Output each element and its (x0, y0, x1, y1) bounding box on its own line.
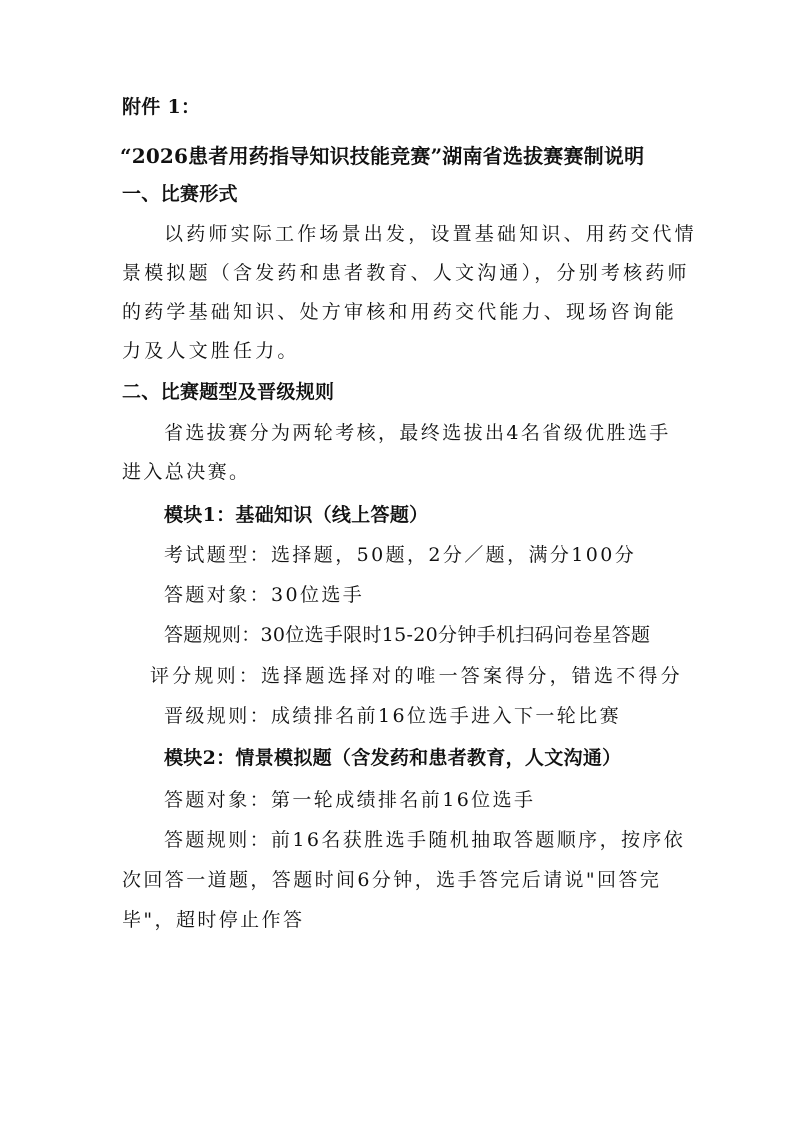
section2-intro-line: 进入总决赛。 (122, 461, 251, 483)
section2-heading: 二、比赛题型及晋级规则 (122, 381, 335, 403)
module2-item: 答题对象：第一轮成绩排名前16位选手 (164, 789, 536, 811)
module2-rule-line: 答题规则：前16名获胜选手随机抽取答题顺序，按序依 (164, 829, 686, 851)
attachment-label: 附件 1： (122, 96, 201, 118)
section1-paragraph-line: 景模拟题（含发药和患者教育、人文沟通），分别考核药师 (122, 262, 690, 284)
document-title: “2026患者用药指导知识技能竞赛”湖南省选拔赛赛制说明 (120, 144, 645, 168)
module2-rule-line: 毕"，超时停止作答 (122, 909, 305, 931)
module2-heading: 模块2：情景模拟题（含发药和患者教育，人文沟通） (164, 747, 622, 769)
module1-item: 答题对象：30位选手 (164, 584, 365, 606)
module1-item: 评分规则：选择题选择对的唯一答案得分，错选不得分 (150, 665, 683, 687)
section1-paragraph-line: 的药学基础知识、处方审核和用药交代能力、现场咨询能 (122, 301, 678, 323)
section1-paragraph-line: 以药师实际工作场景出发，设置基础知识、用药交代情 (164, 223, 697, 245)
module2-rule-line: 次回答一道题，答题时间6分钟，选手答完后请说"回答完 (122, 869, 662, 891)
module1-item: 晋级规则：成绩排名前16位选手进入下一轮比赛 (164, 705, 621, 727)
section2-intro-line: 省选拔赛分为两轮考核，最终选拔出4名省级优胜选手 (164, 422, 671, 444)
section1-paragraph-line: 力及人文胜任力。 (122, 340, 300, 362)
module1-heading: 模块1：基础知识（线上答题） (164, 504, 429, 526)
section1-heading: 一、比赛形式 (122, 183, 238, 205)
module1-item: 答题规则：30位选手限时15-20分钟手机扫码问卷星答题 (164, 624, 651, 646)
module1-item: 考试题型：选择题，50题，2分／题，满分100分 (164, 544, 637, 566)
